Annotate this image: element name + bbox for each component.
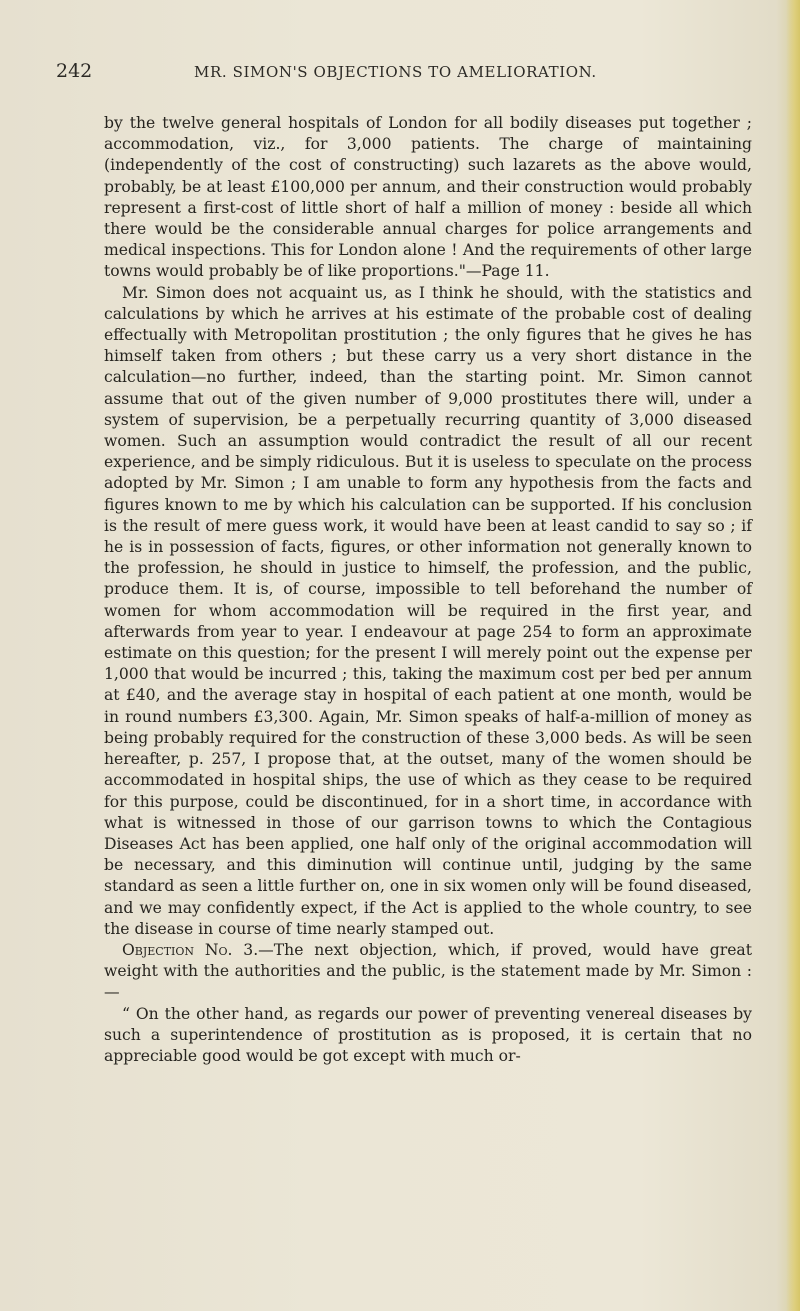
- paragraph-2: Mr. Simon does not acquaint us, as I think he should, with the statistics and calculations by which he arrives at his estimate of the probable cost of dealing effectually with Metropolitan prostitution ; the only figures that he gives he has himself taken from others ; but these carry us a very short distance in the calculation—no further, indeed, than the starting point. Mr. Simon cannot assume that out of the given number of 9,000 prostitutes there will, under a system of supervision, be a perpetually recurring quantity of 3,000 diseased women. Such an assumption would contradict the result of all our recent experience, and be simply ridiculous. But it is useless to speculate on the process adopted by Mr. Simon ; I am unable to form any hypothesis from the facts and figures known to me by which his calculation can be supported. If his conclusion is the result of mere guess work, it would have been at least candid to say so ; if he is in possession of facts, figures, or other information not generally known to the profession, he should in justice to himself, the profession, and the public, produce them. It is, of course, impossible to tell beforehand the number of women for whom accommodation will be required in the first year, and afterwards from year to year. I endeavour at page 254 to form an approximate estimate on this question; for the present I will merely point out the expense per 1,000 that would be incurred ; this, taking the maximum cost per bed per annum at £40, and the average stay in hospital of each patient at one month, would be in round numbers £3,300. Again, Mr. Simon speaks of half-a-million of money as being probably required for the construction of these 3,000 beds. As will be seen hereafter, p. 257, I propose that, at the outset, many of the women should be accommodated in hospital ships, the use of which as they cease to be required for this purpose, could be discontinued, for in a short time, in accordance with what is witnessed in those of our garrison towns to which the Contagious Diseases Act has been applied, one half only of the original accommodation will be necessary, and this diminution will continue until, judging by the same standard as seen a little further on, one in six women only will be found diseased, and we may confidently expect, if the Act is applied to the whole country, to see the disease in course of time nearly stamped out.: [104, 283, 752, 938]
- objection-label: Objection No. 3.: [122, 940, 259, 959]
- paragraph-3-text: —The next objection, which, if proved, would have great weight with the authorities and the public, is the statement made by Mr. Simon :—: [104, 940, 752, 1002]
- body-text: [104, 113, 752, 1067]
- paragraph-3: [104, 940, 752, 1004]
- paragraph-4: “ On the other hand, as regards our power of preventing venereal diseases by such a superintendence of prostitution as is proposed, it is certain that no appreciable good would be got except with much or-: [104, 1004, 752, 1065]
- page-number: 242: [56, 60, 93, 82]
- page-edge-discoloration: [786, 0, 800, 1311]
- running-head: MR. SIMON'S OBJECTIONS TO AMELIORATION.: [194, 63, 597, 81]
- page-header: [56, 60, 766, 84]
- paragraph-1: by the twelve general hospitals of London for all bodily diseases put together ; accommodation, viz., for 3,000 patients. The charge of maintaining (independently of the cost of constructing) such lazarets as the above would, probably, be at least £100,000 per annum, and their construction would probably represent a first-cost of little short of half a million of money : beside all which there would be the considerable annual charges for police arrangements and medical inspections. This for London alone ! And the requirements of other large towns would probably be of like proportions."—Page 11.: [104, 114, 752, 281]
